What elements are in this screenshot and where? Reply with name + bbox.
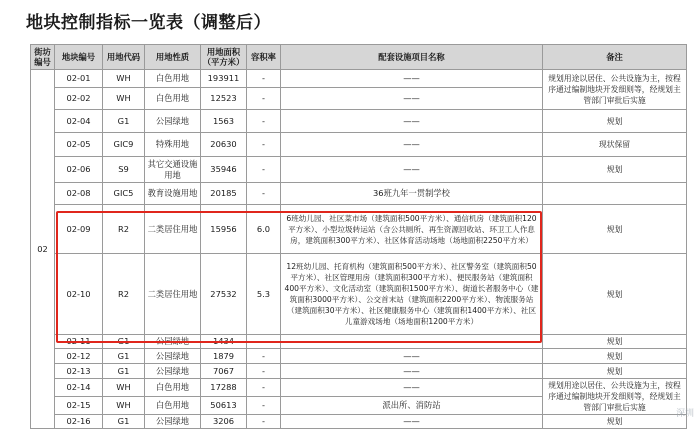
header-land-area: 用地面积（平方米） xyxy=(201,45,247,70)
land-code: S9 xyxy=(103,157,145,183)
land-code: GIC5 xyxy=(103,183,145,205)
land-code: G1 xyxy=(103,335,145,349)
far-value: - xyxy=(247,379,281,397)
facilities: —— xyxy=(281,349,543,364)
facilities: —— xyxy=(281,88,543,110)
page-title: 地块控制指标一览表（调整后） xyxy=(26,13,271,33)
land-type: 其它交通设施用地 xyxy=(145,157,201,183)
facilities: 12班幼儿园、托育机构（建筑面积500平方米）、社区警务室（建筑面积50平方米）、社区管理用房（建筑面积300平方米）、便民服务站（建筑面积400平方米）、文化活动室（建筑面积1500平方米）、街道长者服务中心（建筑面积3000平方米）、公交首末站（建筑面积2200平方米）、物流服务站（建筑面积30平方米）、社区健康服务中心（建筑面积1400平方米）、社区儿童游戏场地（场地面积1200平方米） xyxy=(281,254,543,335)
land-area: 193911 xyxy=(201,70,247,88)
land-area: 1563 xyxy=(201,110,247,133)
facilities: —— xyxy=(281,415,543,429)
note: 规划 xyxy=(543,349,687,364)
land-code: WH xyxy=(103,397,145,415)
facilities: 派出所、消防站 xyxy=(281,397,543,415)
land-area: 3206 xyxy=(201,415,247,429)
plot-id: 02-01 xyxy=(55,70,103,88)
header-facilities: 配套设施项目名称 xyxy=(281,45,543,70)
header-far: 容积率 xyxy=(247,45,281,70)
land-type: 白色用地 xyxy=(145,379,201,397)
land-area: 20630 xyxy=(201,133,247,157)
facilities: 36班九年一贯制学校 xyxy=(281,183,543,205)
table-row xyxy=(31,205,687,254)
land-area: 20185 xyxy=(201,183,247,205)
plot-id: 02-16 xyxy=(55,415,103,429)
note: 规划用途以居住、公共设施为主，按程序通过编制地块开发细则等，经规划主管部门审批后实施 xyxy=(543,379,687,415)
plot-id: 02-08 xyxy=(55,183,103,205)
land-type: 白色用地 xyxy=(145,397,201,415)
plot-id: 02-13 xyxy=(55,364,103,379)
land-code: WH xyxy=(103,88,145,110)
land-type: 白色用地 xyxy=(145,88,201,110)
note: 规划 xyxy=(543,415,687,429)
land-code: G1 xyxy=(103,415,145,429)
note: 规划 xyxy=(543,110,687,133)
plot-id: 02-11 xyxy=(55,335,103,349)
table-row xyxy=(31,349,687,364)
land-area: 50613 xyxy=(201,397,247,415)
land-area: 12523 xyxy=(201,88,247,110)
land-type: 特殊用地 xyxy=(145,133,201,157)
watermark: 深圳 xyxy=(675,409,694,419)
table-row xyxy=(31,254,687,335)
plot-id: 02-02 xyxy=(55,88,103,110)
facilities: —— xyxy=(281,110,543,133)
table-row xyxy=(31,379,687,397)
plot-id: 02-05 xyxy=(55,133,103,157)
facilities: —— xyxy=(281,364,543,379)
land-area: 15956 xyxy=(201,205,247,254)
header-note: 备注 xyxy=(543,45,687,70)
header-land-type: 用地性质 xyxy=(145,45,201,70)
far-value: - xyxy=(247,349,281,364)
header-street-block: 街坊编号 xyxy=(31,45,55,70)
table-row xyxy=(31,415,687,429)
table-row xyxy=(31,364,687,379)
land-code: GIC9 xyxy=(103,133,145,157)
plot-id: 02-06 xyxy=(55,157,103,183)
land-code: G1 xyxy=(103,110,145,133)
note: 规划用途以居住、公共设施为主，按程序通过编制地块开发细则等，经规划主管部门审批后实施 xyxy=(543,70,687,110)
note: 规划 xyxy=(543,335,687,349)
facilities: —— xyxy=(281,335,543,349)
land-type: 公园绿地 xyxy=(145,349,201,364)
facilities: —— xyxy=(281,70,543,88)
far-value: 6.0 xyxy=(247,205,281,254)
plot-id: 02-04 xyxy=(55,110,103,133)
land-code: R2 xyxy=(103,254,145,335)
far-value: - xyxy=(247,88,281,110)
land-area: 7067 xyxy=(201,364,247,379)
far-value: - xyxy=(247,335,281,349)
far-value: - xyxy=(247,157,281,183)
table-row xyxy=(31,70,687,88)
plot-id: 02-14 xyxy=(55,379,103,397)
far-value: - xyxy=(247,364,281,379)
facilities: —— xyxy=(281,157,543,183)
land-area: 35946 xyxy=(201,157,247,183)
table-row xyxy=(31,133,687,157)
plot-id: 02-12 xyxy=(55,349,103,364)
land-control-table xyxy=(30,44,687,429)
table-row xyxy=(31,335,687,349)
land-code: G1 xyxy=(103,364,145,379)
note: 规划 xyxy=(543,157,687,183)
facilities: —— xyxy=(281,379,543,397)
note: 规划 xyxy=(543,205,687,254)
land-area: 17288 xyxy=(201,379,247,397)
plot-id: 02-09 xyxy=(55,205,103,254)
header-land-code: 用地代码 xyxy=(103,45,145,70)
land-code: WH xyxy=(103,379,145,397)
land-code: WH xyxy=(103,70,145,88)
land-type: 教育设施用地 xyxy=(145,183,201,205)
land-type: 公园绿地 xyxy=(145,415,201,429)
land-type: 公园绿地 xyxy=(145,364,201,379)
plot-id: 02-10 xyxy=(55,254,103,335)
table-row xyxy=(31,157,687,183)
land-code: G1 xyxy=(103,349,145,364)
far-value: - xyxy=(247,133,281,157)
header-plot-id: 地块编号 xyxy=(55,45,103,70)
far-value: - xyxy=(247,70,281,88)
facilities: 6班幼儿园、社区菜市场（建筑面积500平方米）、通信机房（建筑面积120平方米）、小型垃圾转运站（含公共厕所、再生资源回收站、环卫工人作息房，建筑面积300平方米）、社区体育活动场地（场地面积2250平方米） xyxy=(281,205,543,254)
plot-id: 02-15 xyxy=(55,397,103,415)
street-block-cell: 02 xyxy=(31,70,55,429)
land-type: 二类居住用地 xyxy=(145,254,201,335)
land-area: 27532 xyxy=(201,254,247,335)
land-type: 白色用地 xyxy=(145,70,201,88)
note: 规划 xyxy=(543,364,687,379)
land-type: 公园绿地 xyxy=(145,110,201,133)
note: 现状保留 xyxy=(543,133,687,157)
land-code: R2 xyxy=(103,205,145,254)
land-type: 二类居住用地 xyxy=(145,205,201,254)
land-area: 1434 xyxy=(201,335,247,349)
land-area: 1879 xyxy=(201,349,247,364)
facilities: —— xyxy=(281,133,543,157)
note-empty xyxy=(543,183,687,205)
far-value: 5.3 xyxy=(247,254,281,335)
note: 规划 xyxy=(543,254,687,335)
far-value: - xyxy=(247,183,281,205)
far-value: - xyxy=(247,415,281,429)
table-header-row xyxy=(31,45,687,70)
land-type: 公园绿地 xyxy=(145,335,201,349)
table-row xyxy=(31,110,687,133)
table-row xyxy=(31,183,687,205)
far-value: - xyxy=(247,397,281,415)
far-value: - xyxy=(247,110,281,133)
